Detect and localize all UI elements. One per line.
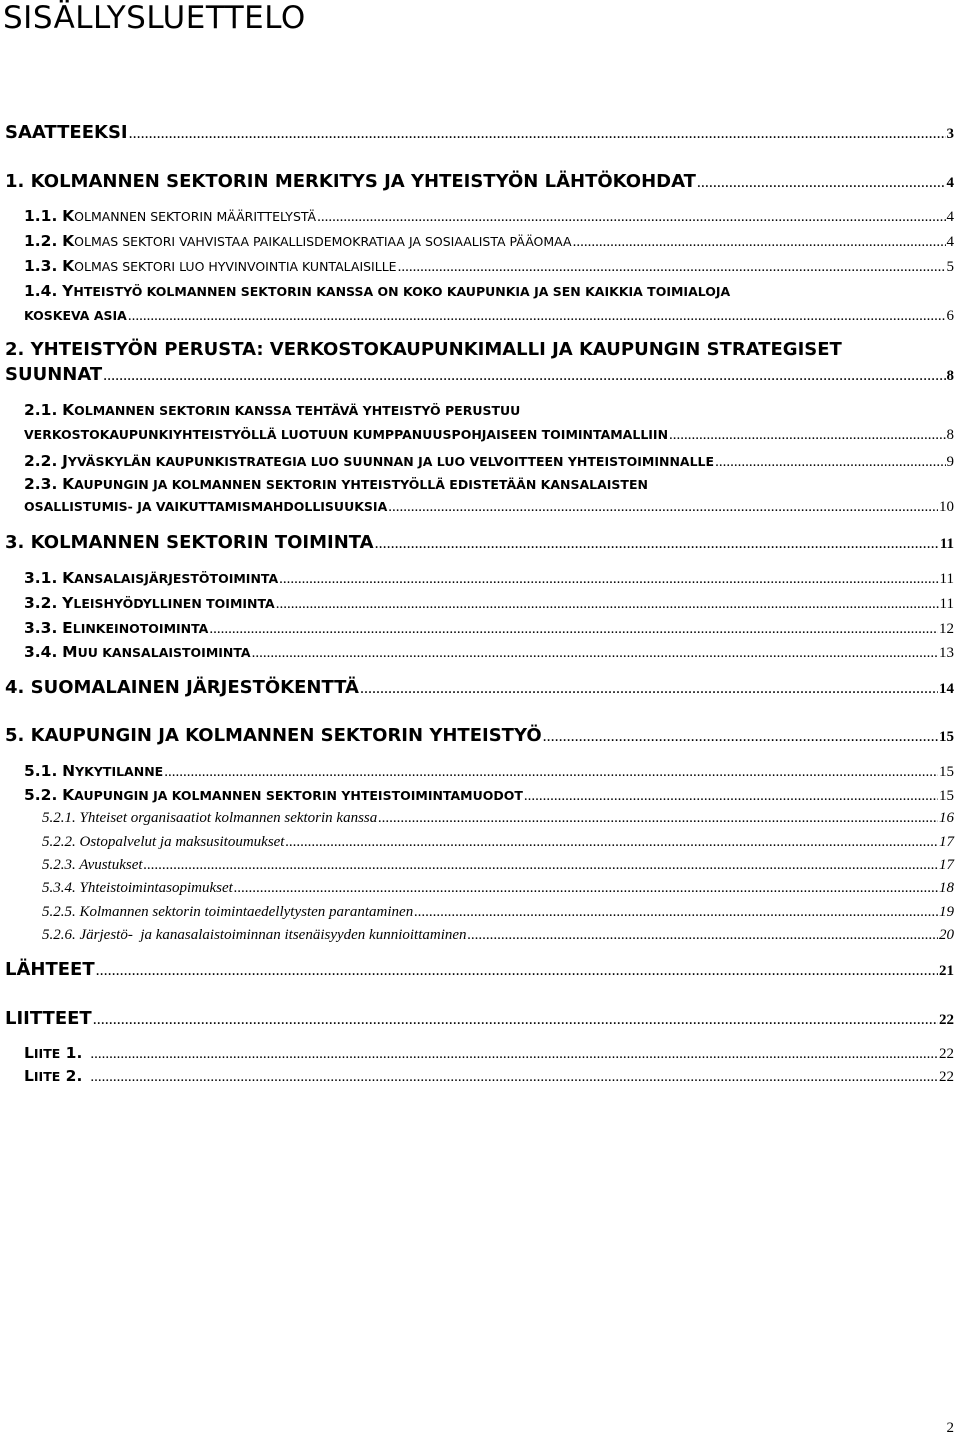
toc-leader-dots: [252, 645, 938, 662]
toc-entry-label: 5.3.4. Yhteistoimintasopimukset: [42, 880, 233, 896]
toc-entry-label: SAATTEEKSI: [5, 122, 128, 143]
toc-entry-label: YKYTILANNE: [75, 764, 164, 779]
toc-entry-5-2-3[interactable]: [42, 857, 954, 874]
toc-page-number: 11: [939, 536, 954, 552]
toc-leader-dots: [129, 125, 946, 143]
toc-entry-label: 5. KAUPUNGIN JA KOLMANNEN SEKTORIN YHTEISTYÖ: [5, 725, 542, 746]
toc-leader-dots: [93, 1011, 938, 1029]
toc-leader-dots: [90, 1046, 938, 1063]
toc-entry-initial: Y: [62, 282, 74, 300]
toc-entry-label: LÄHTEET: [5, 959, 95, 980]
toc-entry-label-wrap: [24, 207, 316, 225]
toc-entry-label-wrap: [24, 1067, 82, 1085]
toc-leader-dots: [543, 728, 938, 746]
toc-entry-3[interactable]: [5, 532, 954, 553]
toc-entry-5-2-1[interactable]: [42, 810, 954, 827]
toc-leader-dots: [285, 834, 938, 851]
toc-entry-label: 1. KOLMANNEN SEKTORIN MERKITYS JA YHTEISTYÖN LÄHTÖKOHDAT: [5, 171, 696, 192]
toc-entry-label: VERKOSTOKAUPUNKIYHTEISTYÖLLÄ LUOTUUN KUMPPANUUSPOHJAISEEN TOIMINTAMALLIIN: [24, 427, 669, 442]
toc-entry-label: HTEISTYÖ KOLMANNEN SEKTORIN KANSSA ON KOKO KAUPUNKIA JA SEN KAIKKIA TOIMIALOJA: [73, 284, 731, 299]
toc-entry-number: 2.: [60, 1067, 83, 1085]
toc-entry-number: 1.: [60, 1044, 83, 1062]
toc-entry-label: AUPUNGIN JA KOLMANNEN SEKTORIN YHTEISTOIMINTAMUODOT: [74, 788, 523, 803]
toc-entry-initial: L: [24, 1067, 34, 1085]
toc-entry-label: OLMANNEN SEKTORIN MÄÄRITTELYSTÄ: [74, 209, 317, 224]
toc-entry-1-4-continued[interactable]: [24, 308, 954, 325]
toc-entry-label-wrap: [24, 257, 397, 275]
toc-entry-number: 1.2.: [24, 232, 58, 250]
toc-entry-liitteet[interactable]: [5, 1008, 954, 1029]
toc-entry-5-2-5[interactable]: [42, 904, 954, 921]
toc-page-number: 20: [939, 927, 954, 943]
toc-page-number: 16: [939, 810, 954, 826]
toc-entry-3-4[interactable]: [24, 643, 954, 662]
toc-entry-initial: M: [62, 643, 78, 661]
toc-entry-3-1[interactable]: [24, 569, 954, 588]
toc-leader-dots: [144, 857, 938, 874]
toc-entry-label: LIITTEET: [5, 1008, 92, 1029]
toc-leader-dots: [360, 680, 938, 698]
toc-entry-number: 2.3.: [24, 475, 58, 493]
toc-page-number: 12: [939, 621, 954, 637]
toc-entry-liite-2[interactable]: [24, 1067, 954, 1086]
toc-page-number: 4: [946, 234, 954, 250]
toc-entry-initial: K: [62, 232, 75, 250]
toc-entry-number: 1.4.: [24, 282, 58, 300]
toc-entry-5[interactable]: [5, 725, 954, 746]
toc-page-number: 4: [946, 175, 954, 191]
toc-page-number: 15: [939, 788, 954, 804]
toc-entry-2-2[interactable]: [24, 452, 954, 471]
toc-page-number: 3: [946, 126, 954, 142]
toc-entry-initial: N: [62, 762, 76, 780]
toc-leader-dots: [90, 1069, 938, 1086]
toc-page-number: 11: [939, 571, 954, 587]
toc-entry-label-wrap: [24, 594, 275, 612]
toc-entry-lahteet[interactable]: [5, 959, 954, 980]
toc-leader-dots: [468, 927, 938, 944]
toc-entry-1-3[interactable]: [24, 257, 954, 276]
toc-entry-number: 3.3.: [24, 619, 58, 637]
toc-entry-label: 5.2.2. Ostopalvelut ja maksusitoumukset: [42, 834, 285, 850]
toc-entry-5-2[interactable]: [24, 786, 954, 805]
toc-entry-number: 3.1.: [24, 569, 58, 587]
toc-entry-2-continued[interactable]: [5, 364, 954, 385]
toc-entry-label: IITE: [33, 1046, 61, 1061]
toc-entry-2-3-continued[interactable]: [24, 499, 954, 516]
toc-page-number: 13: [939, 645, 954, 661]
toc-entry-2-1[interactable]: [24, 401, 520, 419]
toc-leader-dots: [669, 427, 945, 444]
toc-page-number: 8: [946, 368, 954, 384]
toc-entry-2-3[interactable]: [24, 475, 648, 493]
toc-entry-1[interactable]: [5, 171, 954, 192]
toc-entry-label: AUPUNGIN JA KOLMANNEN SEKTORIN YHTEISTYÖLLÄ EDISTETÄÄN KANSALAISTEN: [74, 477, 648, 492]
toc-entry-1-1[interactable]: [24, 207, 954, 226]
toc-entry-label: KOSKEVA ASIA: [24, 308, 127, 323]
toc-entry-5-2-2[interactable]: [42, 834, 954, 851]
toc-entry-4[interactable]: [5, 677, 954, 698]
toc-entry-label: 3. KOLMANNEN SEKTORIN TOIMINTA: [5, 532, 374, 553]
toc-leader-dots: [234, 880, 938, 897]
toc-leader-dots: [279, 571, 938, 588]
toc-leader-dots: [317, 209, 945, 226]
toc-entry-label-wrap: [24, 786, 523, 804]
toc-entry-initial: K: [62, 401, 75, 419]
toc-entry-label: 5.2.3. Avustukset: [42, 857, 143, 873]
toc-leader-dots: [276, 596, 939, 613]
toc-entry-label: OSALLISTUMIS- JA VAIKUTTAMISMAHDOLLISUUKSIA: [24, 499, 388, 514]
toc-entry-2-1-continued[interactable]: [24, 427, 954, 444]
toc-entry-number: 2.1.: [24, 401, 58, 419]
toc-entry-label: 5.2.6. Järjestö- ja kanasalaistoiminnan itsenäisyyden kunnioittaminen: [42, 927, 467, 943]
toc-leader-dots: [697, 174, 946, 192]
toc-entry-label-wrap: [24, 643, 251, 661]
toc-entry-label: OLMAS SEKTORI LUO HYVINVOINTIA KUNTALAISILLE: [74, 259, 397, 274]
toc-leader-dots: [715, 454, 945, 471]
page-number: 2: [946, 1420, 954, 1436]
toc-page-number: 9: [946, 454, 954, 470]
toc-entry-liite-1[interactable]: [24, 1044, 954, 1063]
toc-page-number: 15: [939, 764, 954, 780]
toc-entry-initial: L: [24, 1044, 34, 1062]
toc-leader-dots: [524, 788, 938, 805]
toc-entry-label: 4. SUOMALAINEN JÄRJESTÖKENTTÄ: [5, 677, 359, 698]
toc-entry-label: OLMANNEN SEKTORIN KANSSA TEHTÄVÄ YHTEISTYÖ PERUSTUU: [74, 403, 521, 418]
toc-entry-5-3-4[interactable]: [42, 880, 954, 897]
toc-entry-1-4[interactable]: [24, 282, 730, 300]
toc-leader-dots: [375, 535, 939, 553]
toc-entry-label: ANSALAISJÄRJESTÖTOIMINTA: [74, 571, 279, 586]
toc-page-number: 14: [939, 681, 954, 697]
toc-entry-1-2[interactable]: [24, 232, 954, 251]
toc-entry-label-wrap: [24, 232, 572, 250]
toc-entry-initial: K: [62, 786, 75, 804]
toc-page-number: 11: [939, 596, 954, 612]
toc-entry-label: UU KANSALAISTOIMINTA: [77, 645, 251, 660]
toc-leader-dots: [103, 367, 945, 385]
toc-leader-dots: [398, 259, 946, 276]
toc-page-number: 6: [946, 308, 954, 324]
toc-leader-dots: [164, 764, 938, 781]
toc-page-number: 22: [939, 1069, 954, 1085]
toc-entry-label-wrap: [24, 452, 714, 470]
toc-page-number: 22: [939, 1012, 954, 1028]
toc-leader-dots: [96, 962, 938, 980]
toc-entry-label-wrap: [24, 619, 208, 637]
toc-entry-label: LEISHYÖDYLLINEN TOIMINTA: [73, 596, 275, 611]
toc-entry-initial: J: [62, 452, 68, 470]
toc-entry-5-2-6[interactable]: [42, 927, 954, 944]
toc-leader-dots: [414, 904, 938, 921]
toc-entry-5-1[interactable]: [24, 762, 954, 781]
toc-entry-number: 5.2.: [24, 786, 58, 804]
toc-page-number: 5: [946, 259, 954, 275]
toc-page-number: 22: [939, 1046, 954, 1062]
toc-entry-initial: E: [62, 619, 73, 637]
toc-entry-number: 3.2.: [24, 594, 58, 612]
toc-entry-label: YVÄSKYLÄN KAUPUNKISTRATEGIA LUO SUUNNAN JA LUO VELVOITTEEN YHTEISTOIMINNALLE: [67, 454, 715, 469]
toc-entry-number: 2.2.: [24, 452, 58, 470]
toc-entry-3-2[interactable]: [24, 594, 954, 613]
toc-entry-label: 5.2.5. Kolmannen sektorin toimintaedellytysten parantaminen: [42, 904, 414, 920]
toc-entry-number: 1.1.: [24, 207, 58, 225]
toc-page-number: 4: [946, 209, 954, 225]
toc-page-number: 17: [939, 857, 954, 873]
toc-entry-2[interactable]: 2. YHTEISTYÖN PERUSTA: VERKOSTOKAUPUNKIMALLI JA KAUPUNGIN STRATEGISET: [5, 339, 842, 360]
toc-entry-label-wrap: [24, 569, 278, 587]
toc-page-number: 17: [939, 834, 954, 850]
toc-leader-dots: [388, 499, 938, 516]
toc-entry-initial: K: [62, 569, 75, 587]
toc-page-number: 19: [939, 904, 954, 920]
toc-page-number: 10: [939, 499, 954, 515]
toc-entry-initial: K: [62, 207, 75, 225]
toc-entry-number: 5.1.: [24, 762, 58, 780]
toc-entry-label-wrap: [24, 1044, 82, 1062]
toc-title: SISÄLLYSLUETTELO: [3, 0, 306, 36]
toc-page-number: 21: [939, 963, 954, 979]
toc-leader-dots: [128, 308, 946, 325]
toc-entry-initial: Y: [62, 594, 74, 612]
toc-entry-label-wrap: [24, 762, 163, 780]
toc-entry-saatteeksi[interactable]: [5, 122, 954, 143]
toc-page-number: 15: [939, 729, 954, 745]
toc-leader-dots: [378, 810, 938, 827]
toc-entry-label: 5.2.1. Yhteiset organisaatiot kolmannen sektorin kanssa: [42, 810, 378, 826]
toc-leader-dots: [209, 621, 938, 638]
toc-entry-label: SUUNNAT: [5, 364, 103, 385]
toc-entry-label: LINKEINOTOIMINTA: [72, 621, 209, 636]
toc-leader-dots: [573, 234, 946, 251]
toc-entry-label: OLMAS SEKTORI VAHVISTAA PAIKALLISDEMOKRATIAA JA SOSIAALISTA PÄÄOMAA: [74, 234, 572, 249]
toc-entry-initial: K: [62, 475, 75, 493]
toc-entry-label: IITE: [33, 1069, 61, 1084]
toc-entry-initial: K: [62, 257, 75, 275]
toc-entry-3-3[interactable]: [24, 619, 954, 638]
toc-entry-number: 3.4.: [24, 643, 58, 661]
toc-entry-number: 1.3.: [24, 257, 58, 275]
toc-page-number: 8: [946, 427, 954, 443]
toc-page-number: 18: [939, 880, 954, 896]
